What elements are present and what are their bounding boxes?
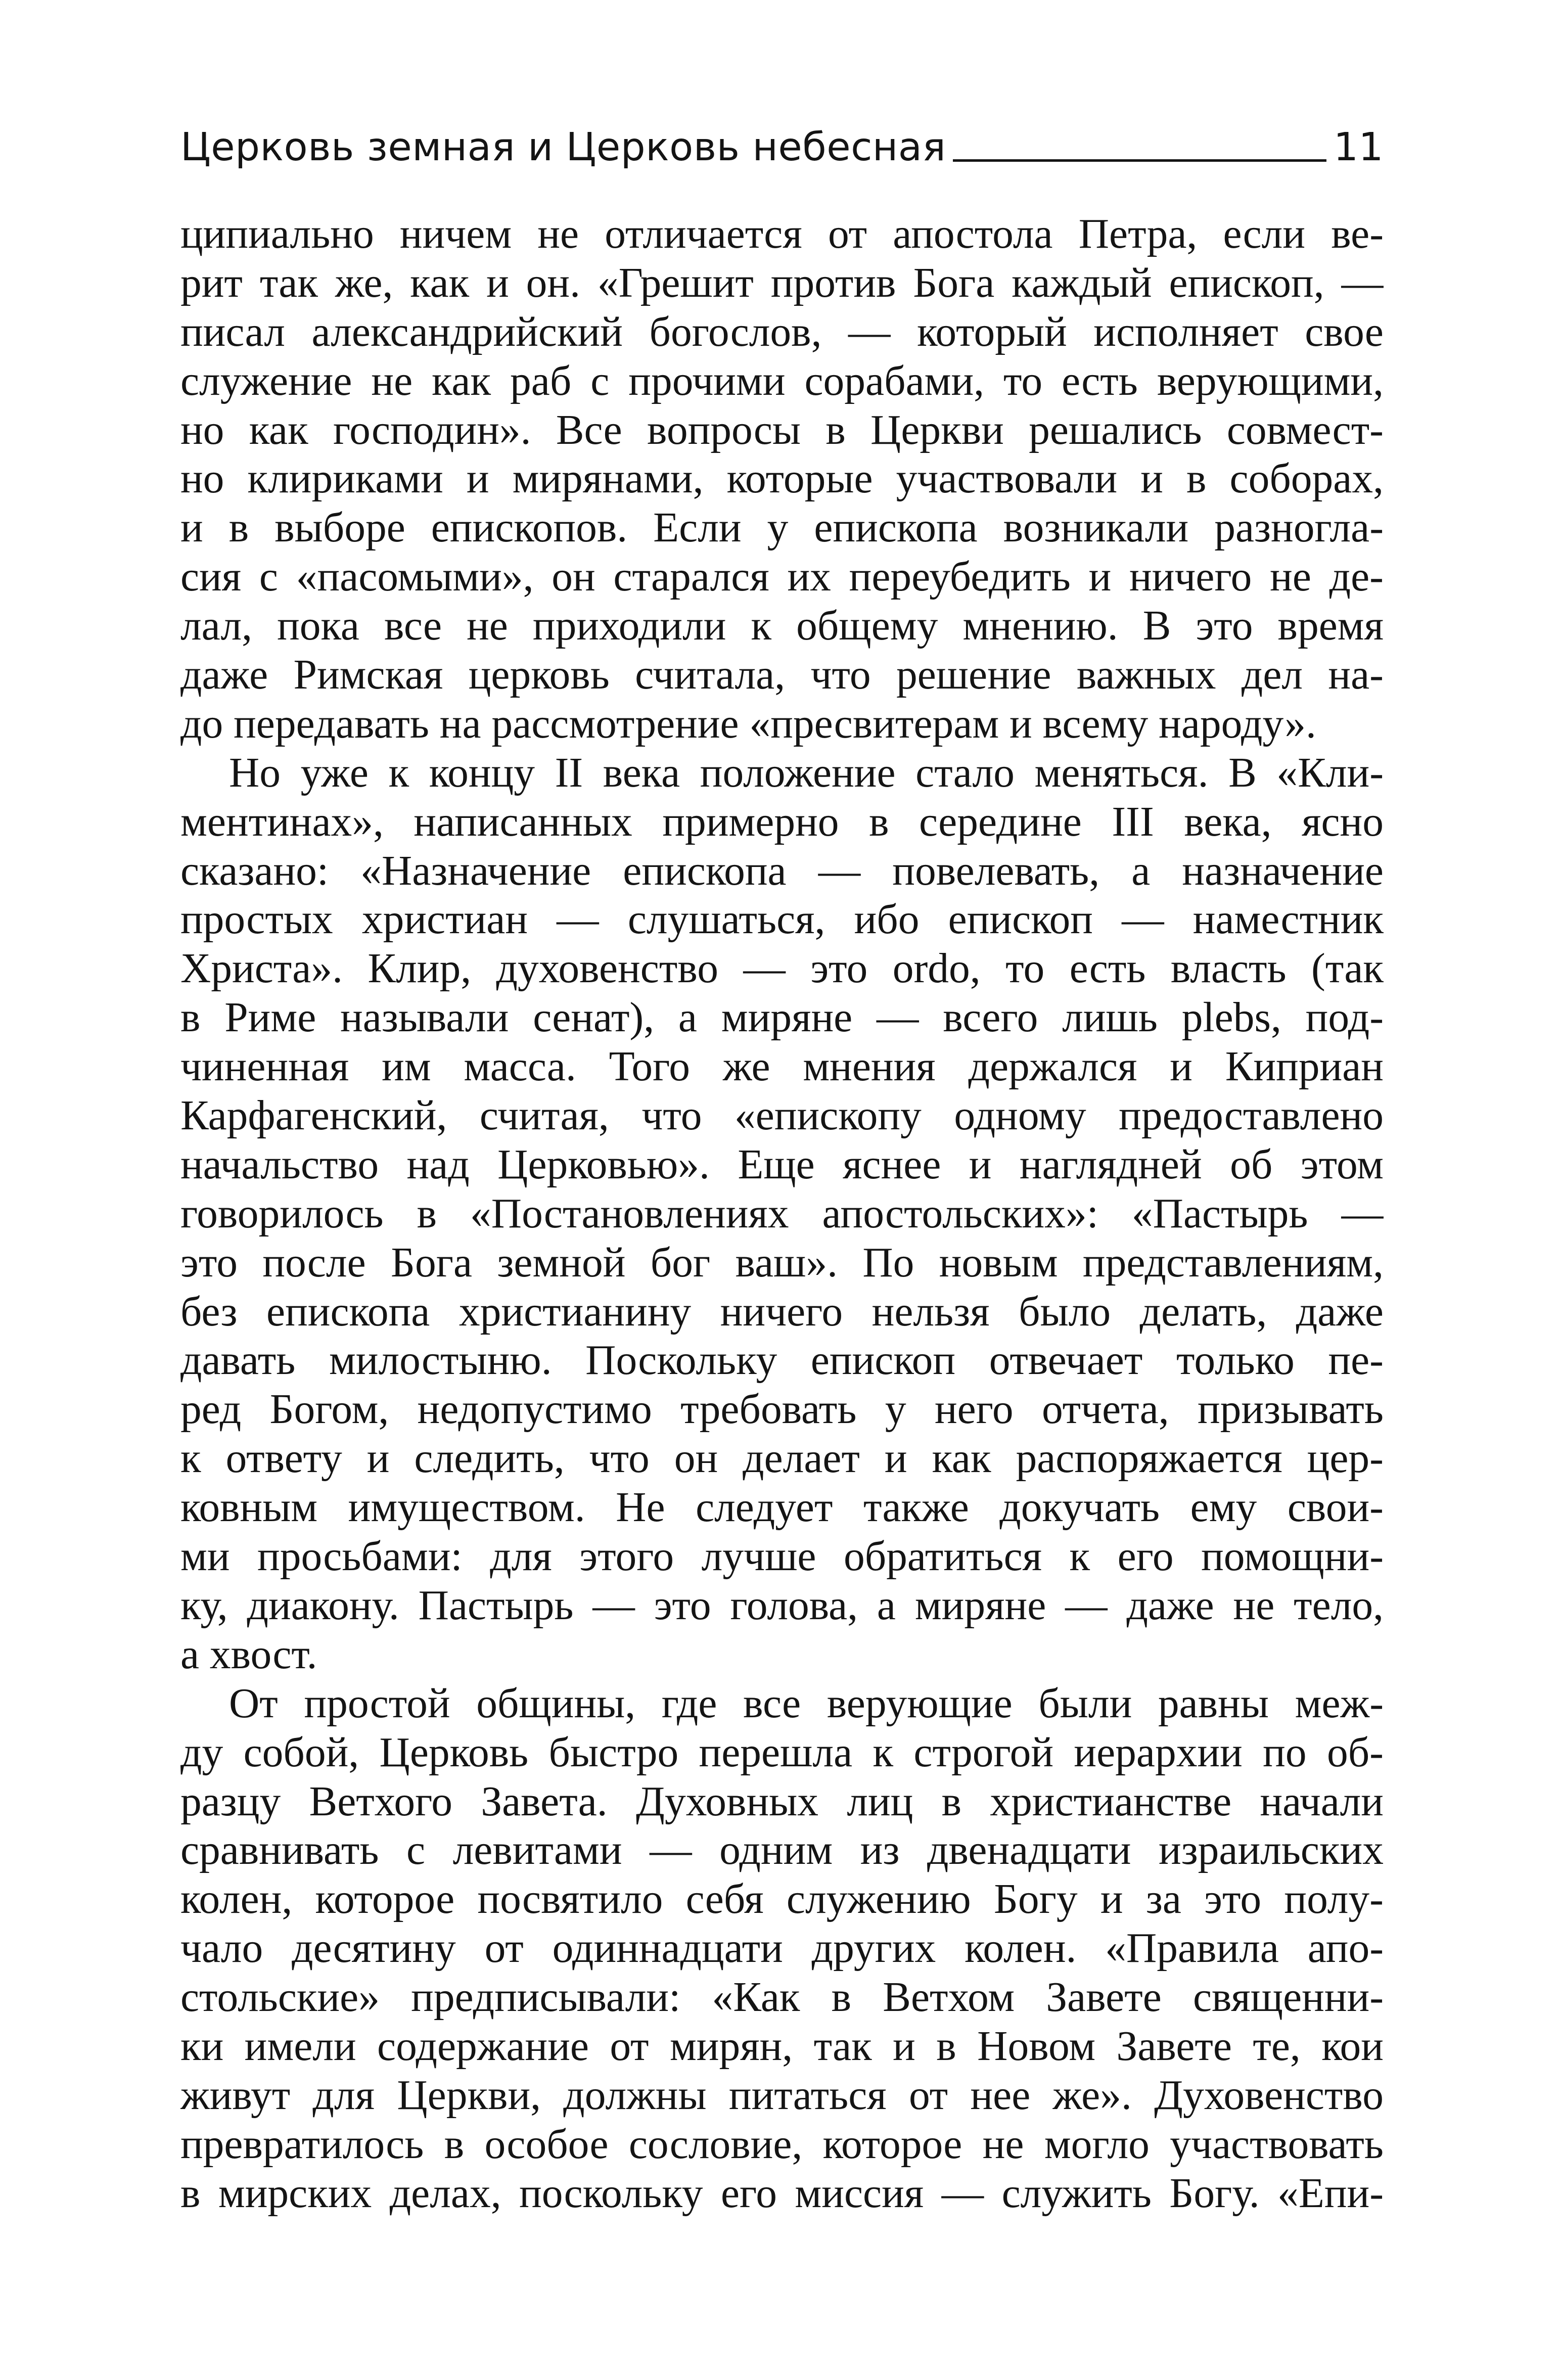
paragraph <box>180 210 1384 749</box>
text-line: а хвост. <box>180 1631 317 1678</box>
text-line: но клириками и мирянами, которые участвовали и в соборах, <box>180 455 1384 502</box>
text-line: давать милостыню. Поскольку епископ отвечает только пе- <box>180 1337 1384 1384</box>
text-line: ред Богом, недопустимо требовать у него отчета, призывать <box>180 1386 1384 1433</box>
text-line: ми просьбами: для этого лучше обратиться к его помощни- <box>180 1533 1384 1580</box>
running-head-title: Церковь земная и Церковь небесная <box>180 125 946 170</box>
text-line: до передавать на рассмотрение «пресвитерам и всему народу». <box>180 700 1316 747</box>
text-line: это после Бога земной бог ваш». По новым представлениям, <box>180 1239 1384 1286</box>
text-line: в мирских делах, поскольку его миссия — служить Богу. «Епи- <box>180 2170 1384 2217</box>
text-line: живут для Церкви, должны питаться от нее же». Духовенство <box>180 2072 1384 2119</box>
text-line: сказано: «Назначение епископа — повелевать, а назначение <box>180 847 1384 894</box>
text-line: лал, пока все не приходили к общему мнению. В это время <box>180 603 1384 650</box>
text-line: служение не как раб с прочими сорабами, то есть верующими, <box>180 357 1384 404</box>
body-text <box>180 210 1384 2218</box>
text-line: ду собой, Церковь быстро перешла к строгой иерархии по об- <box>180 1729 1384 1776</box>
text-line: сравнивать с левитами — одним из двенадцати израильских <box>180 1827 1384 1874</box>
paragraph <box>180 1679 1384 2218</box>
text-line: к ответу и следить, что он делает и как распоряжается цер- <box>180 1435 1384 1482</box>
text-line: Карфагенский, считая, что «епископу одному предоставлено <box>180 1092 1384 1139</box>
text-line: Но уже к концу II века положение стало меняться. В «Кли- <box>229 749 1384 796</box>
text-line: ки имели содержание от мирян, так и в Новом Завете те, кои <box>180 2023 1384 2070</box>
running-head <box>180 115 1384 171</box>
text-line: начальство над Церковью». Еще яснее и наглядней об этом <box>180 1141 1384 1188</box>
text-line: даже Римская церковь считала, что решение важных дел на- <box>180 652 1384 699</box>
text-line: От простой общины, где все верующие были равны меж- <box>229 1680 1384 1727</box>
text-line: простых христиан — слушаться, ибо епископ — наместник <box>180 896 1384 943</box>
text-line: рит так же, как и он. «Грешит против Бога каждый епископ, — <box>180 259 1384 306</box>
text-line: разцу Ветхого Завета. Духовных лиц в христианстве начали <box>180 1778 1384 1825</box>
page-number: 11 <box>1334 125 1384 170</box>
text-line: чало десятину от одиннадцати других колен. «Правила апо- <box>180 1925 1384 1972</box>
text-line: ципиально ничем не отличается от апостола Петра, если ве- <box>180 211 1384 257</box>
text-line: Христа». Клир, духовенство — это ordo, то есть власть (так <box>180 945 1384 992</box>
text-line: ментинах», написанных примерно в середине III века, ясно <box>180 798 1384 845</box>
text-line: в Риме называли сенат), а миряне — всего лишь plebs, под- <box>180 994 1384 1041</box>
text-line: и в выборе епископов. Если у епископа возникали разногла- <box>180 505 1384 552</box>
text-line: но как господин». Все вопросы в Церкви решались совмест- <box>180 406 1384 453</box>
text-line: сия с «пасомыми», он старался их переубедить и ничего не де- <box>180 554 1384 601</box>
text-line: ку, диакону. Пастырь — это голова, а миряне — даже не тело, <box>180 1582 1384 1629</box>
text-line: говорилось в «Постановлениях апостольских»: «Пастырь — <box>180 1190 1384 1237</box>
paragraph <box>180 749 1384 1679</box>
text-line: без епископа христианину ничего нельзя было делать, даже <box>180 1288 1384 1335</box>
text-line: стольские» предписывали: «Как в Ветхом Завете священни- <box>180 1974 1384 2021</box>
text-line: колен, которое посвятило себя служению Богу и за это полу- <box>180 1876 1384 1923</box>
running-head-rule <box>953 159 1326 162</box>
text-line: чиненная им масса. Того же мнения держался и Киприан <box>180 1043 1384 1090</box>
text-line: превратилось в особое сословие, которое не могло участвовать <box>180 2121 1384 2168</box>
text-line: писал александрийский богослов, — который исполняет свое <box>180 308 1384 355</box>
text-line: ковным имуществом. Не следует также докучать ему свои- <box>180 1484 1384 1531</box>
